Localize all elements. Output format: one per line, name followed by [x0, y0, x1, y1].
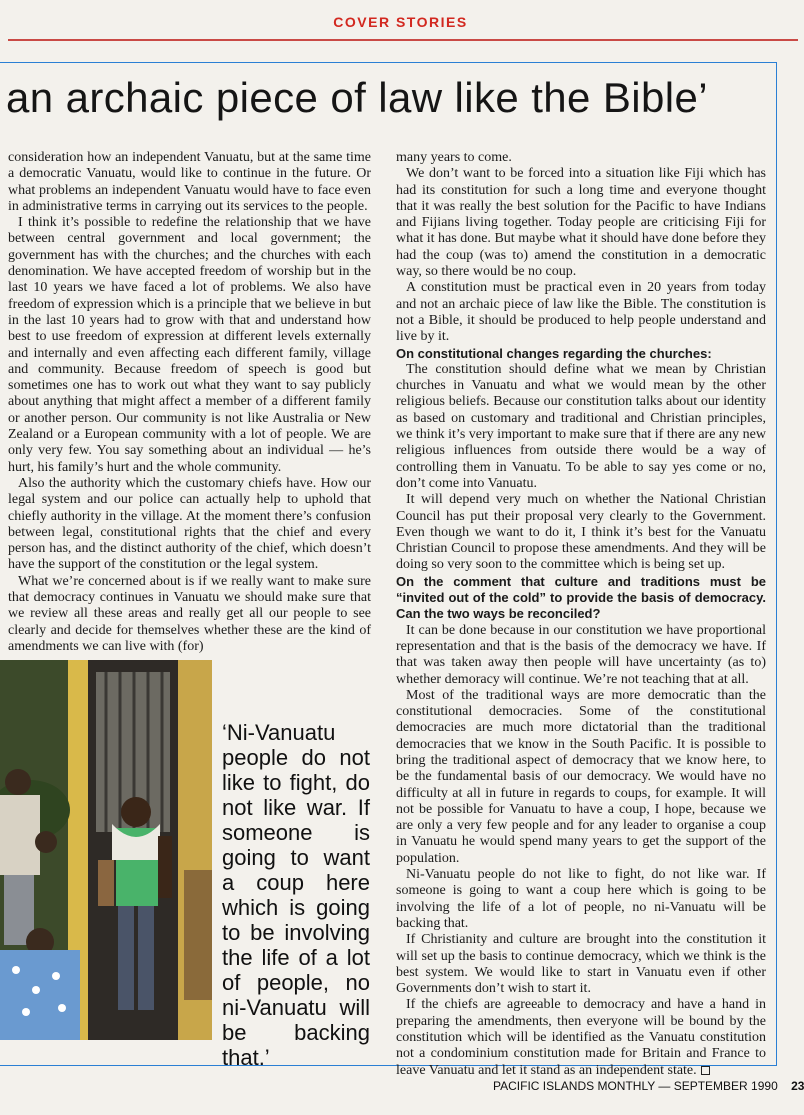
paragraph: many years to come. [396, 150, 512, 165]
paragraph: consideration how an independent Vanuatu, but at the same time a democratic Vanuatu, would like to continue in the future. Or what problems an independent Vanuatu would have to face even in administrative terms in carrying out its services to the people. [8, 150, 371, 214]
paragraph: We don’t want to be forced into a situation like Fiji which has had its constitution for such a long time and everyone thought that it was really the best solution for the Pacific to have Indians and Fijians living together. Today people are criticising Fiji for what it has done. But maybe what it should have done before they had the coup (was to) amend the constitution in a democratic way, so there would be no coup. [396, 166, 766, 280]
paragraph: The constitution should define what we mean by Christian churches in Vanuatu and what we would mean by the other religious beliefs. Because our constitution talks about our identity as based on customary and traditional and Christian principles, we think it’s very important to make sure that if there are any new religious influences from outside there would be a way of controlling them in Vanuatu. To be able to say yes come or no, don’t come into Vanuatu. [396, 361, 766, 491]
footer-publication: PACIFIC ISLANDS MONTHLY — SEPTEMBER 1990 [493, 1079, 778, 1093]
last-paragraph-text: If the chiefs are agreeable to democracy and have a hand in preparing the amendments, then everyone will be bound by the constitution which will be identified as the Vanuatu constitution not a condominium constitution made for Britain and France to leave Vanuatu and let it stand as an independent state. [396, 997, 766, 1078]
paragraph: It can be done because in our constitution we have proportional representation and that is the basis of the democracy we have. If that was taken away then people will have uncertainty (as to) whether demoracy will continue. We’re not teaching that at all. [396, 622, 766, 687]
column-left [8, 150, 371, 655]
paragraph: I think it’s possible to redefine the relationship that we have between central government and local government; the government has with the churches; and the churches with each denomination. We have accepted freedom of worship but in the last 10 years we have faced a lot of problems. We also have freedom of expression which is a principle that we believe in but in the last 10 years had to grow with that and understand how best to use freedom of expression at different levels externally and internally and even affecting each different family, village and community. Because freedom of speech is good but sometimes one has to work out what they want to say publicly about anything that might affect a member of a different family or another person. Our community is not like Australia or New Zealand or a European community with a lot of people. We are only very few. You say something about an individual — he’s hurt, his family’s hurt and the whole community. [8, 215, 371, 475]
paragraph: Ni-Vanuatu people do not like to fight, do not like war. If someone is going to want a coup here which is going to be involving the life of a lot of people, no ni-Vanuatu will be backing that. [396, 867, 766, 931]
paragraph: Also the authority which the customary chiefs have. How our legal system and our police can actually help to uphold that chiefly authority in the village. At the moment there’s confusion between legal, constitutional rights that the chief and every person has, and the distinct authority of the chief, which doesn’t have the support of the constitution or the legal system. [8, 475, 371, 573]
page-footer [493, 1079, 804, 1093]
column-right [396, 150, 766, 1079]
paragraph [396, 997, 766, 1078]
paragraph: A constitution must be practical even in 20 years from today and not an archaic piece of law like the Bible. The constitution is not a Bible, it should be produced to help people understand and live by it. [396, 280, 766, 345]
paragraph: It will depend very much on whether the National Christian Council has put their proposal very clearly to the Government. Even though we want to do it, I think it’s best for the Vanuatu Christian Council to propose these amendments. And they will be doing so very soon to the committee which is being set up. [396, 492, 766, 573]
page-number: 23 [791, 1079, 804, 1093]
header-rule [8, 39, 798, 41]
section-header: COVER STORIES [333, 14, 468, 30]
photo-crowd [0, 660, 212, 1040]
end-of-article-icon [701, 1066, 710, 1075]
paragraph: Most of the traditional ways are more democratic than the constitutional democracies. Some of the constitutional democracies are much more dictatorial than the traditional democracies that we know in the South Pacific. It is possible to bring the traditional aspect of democracy that we know here, to be the fundamental basis of our democracy. We would have no difficulty at all in future in regards to coups, for example. It will not be possible for Vanuatu to have a coup, I hope, because we are only a very few people and for any leader to organise a coup in Vanuatu he would spend many years to get the support of the population. [396, 687, 766, 866]
paragraph: If Christianity and culture are brought into the constitution it will set up the basis to continue democracy, which we think is the best system. We would like to start in Vanuatu even if other Governments don’t wish to start it. [396, 932, 766, 997]
interview-question: On the comment that culture and traditions must be “invited out of the cold” to provide the basis of democracy. Can the two ways be reconciled? [396, 573, 766, 622]
pull-quote: ‘Ni-Vanuatu people do not like to fight, do not like war. If someone is going to want a coup here which is going to be involving the life of a lot of people, no ni-Vanuatu will be backing that.’ [222, 720, 370, 1070]
headline: an archaic piece of law like the Bible’ [6, 74, 708, 121]
paragraph: What we’re concerned about is if we really want to make sure that democracy continues in Vanuatu we should make sure that we review all these areas and really get all our people to see clearly and decide for themselves whether these are the kind of amendments we can live with (for) [8, 573, 371, 654]
interview-question: On constitutional changes regarding the churches: [396, 345, 712, 361]
